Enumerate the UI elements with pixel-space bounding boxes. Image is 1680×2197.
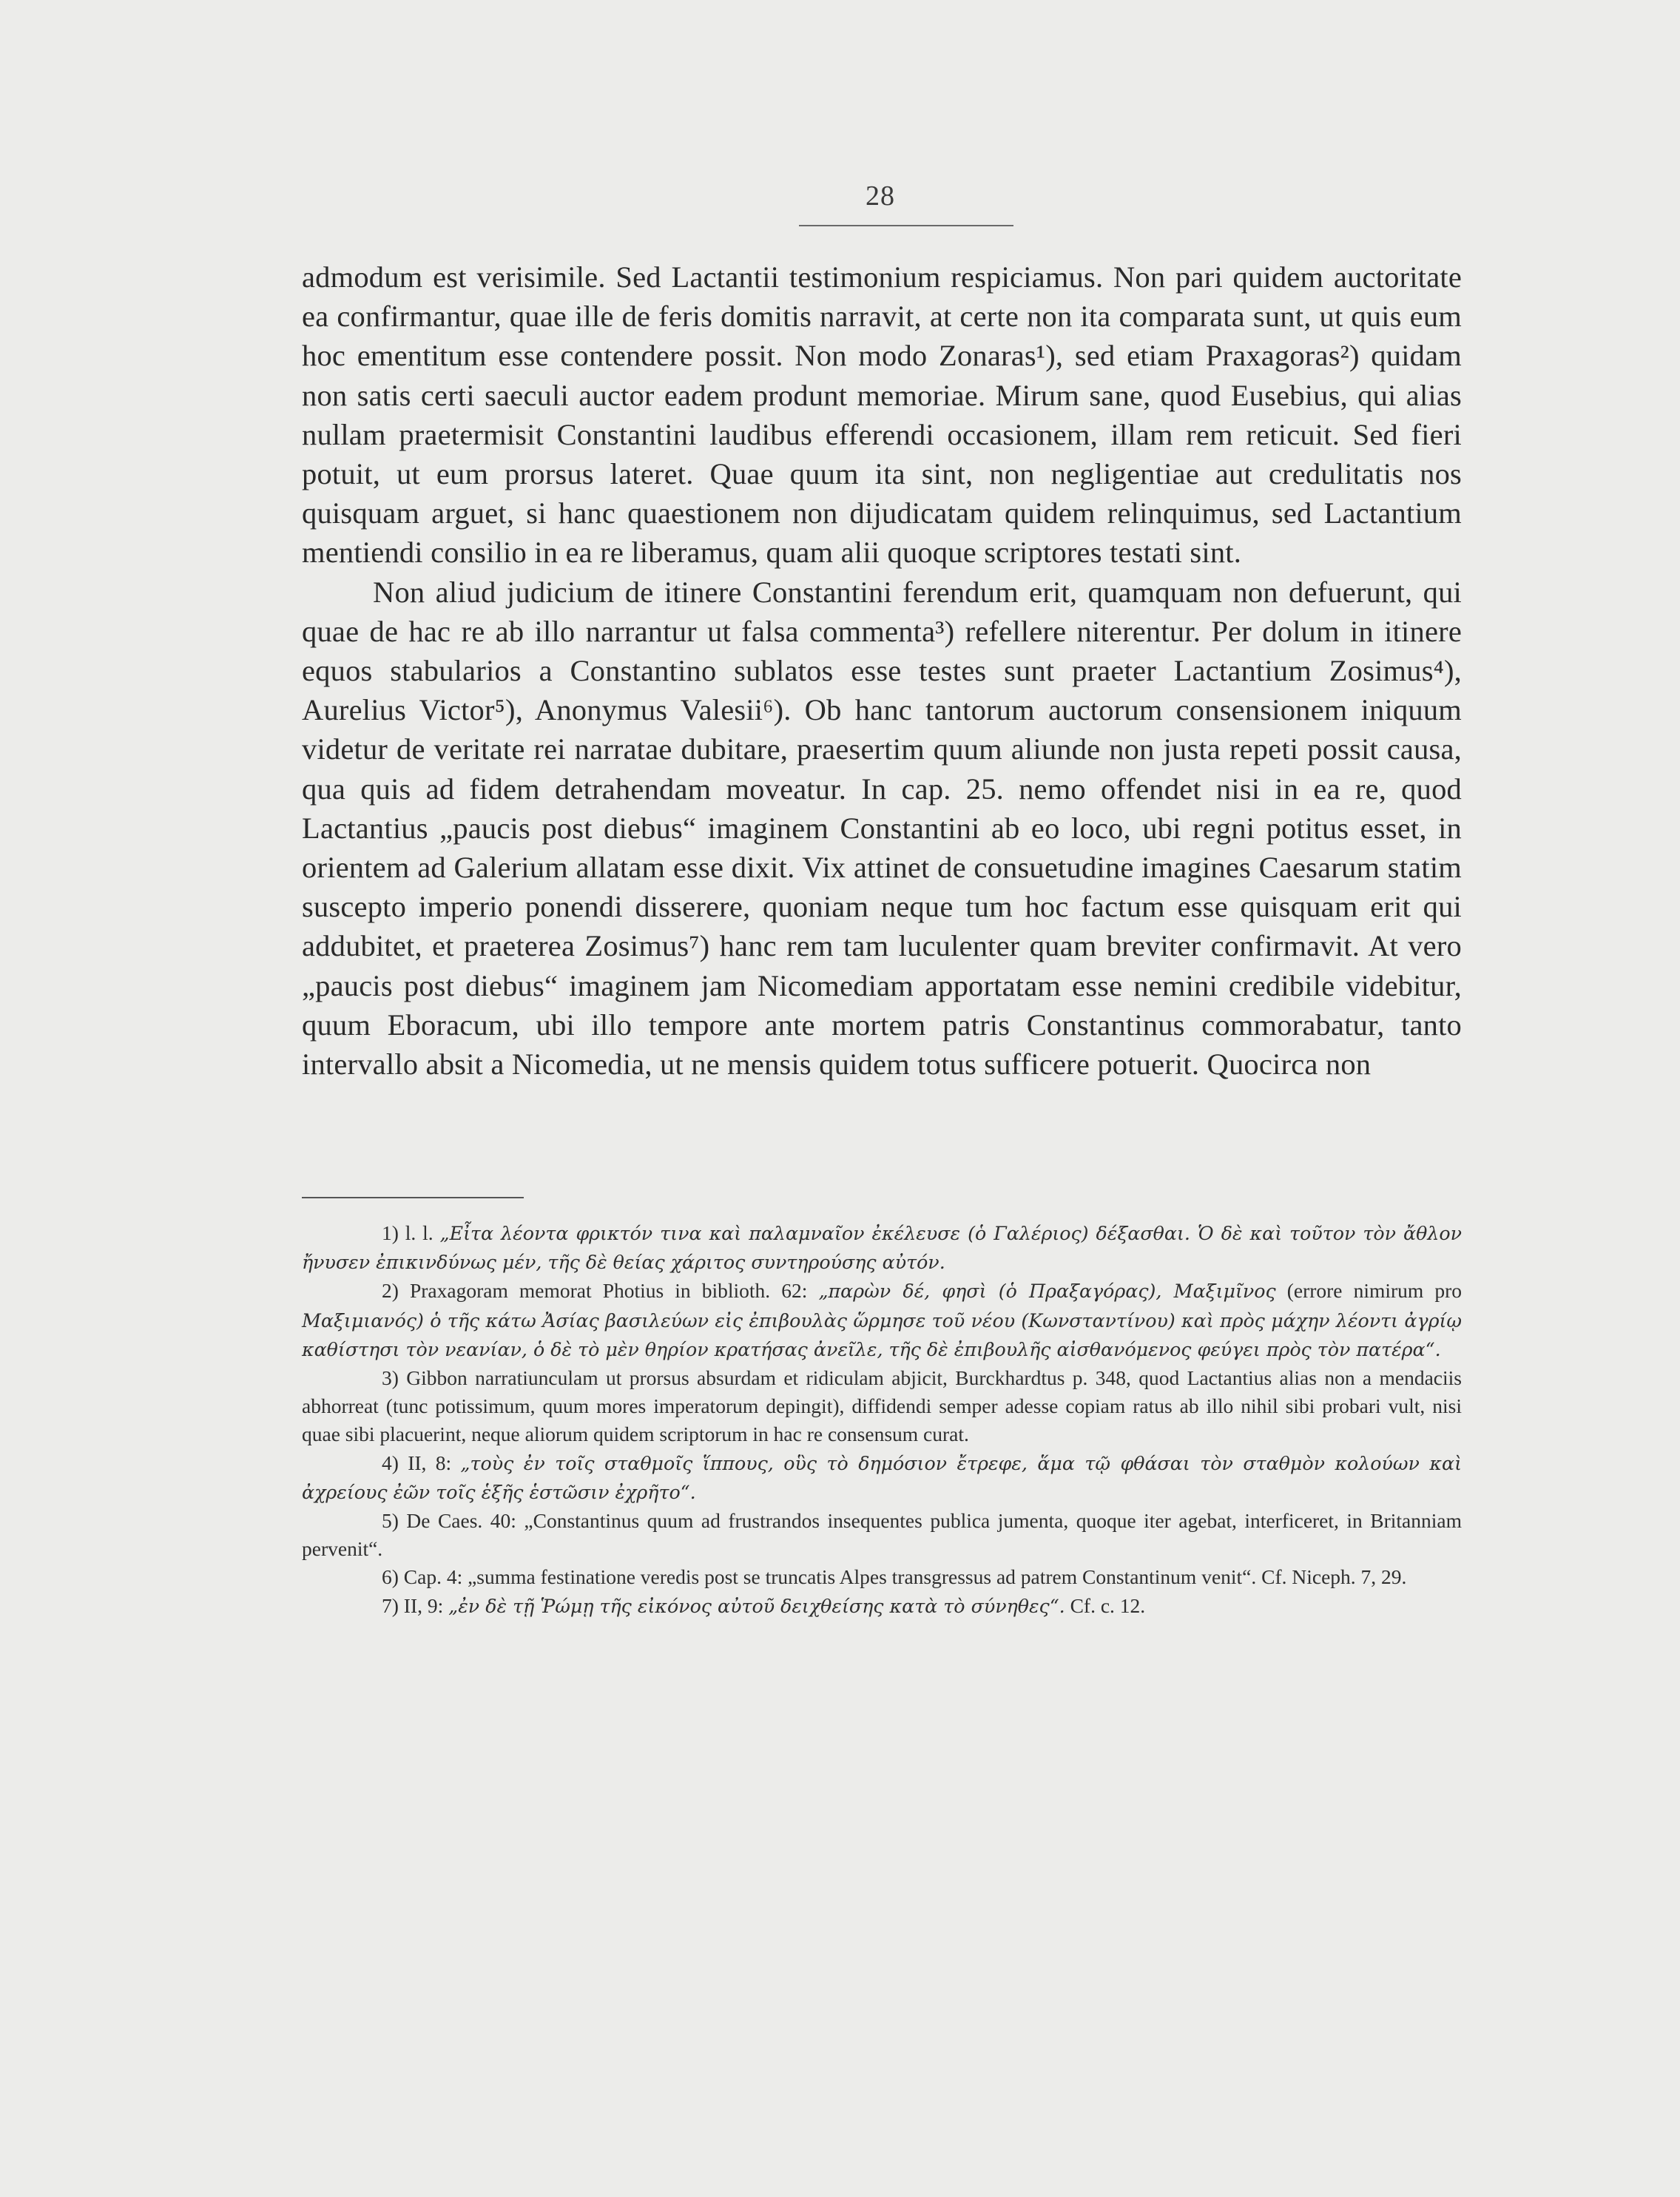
footnote-2: 2) Praxagoram memorat Photius in biblioth. 62: „παρὼν δέ, φησὶ (ὁ Πραξαγόρας), Μαξιμῖνος (errore nimirum pro Μαξιμιανός) ὁ τῆς κάτω Ἀσίας βασιλεύων εἰς ἐπιβουλὰς ὥρμησε τοῦ νέου (Κωνσταντίνου) καὶ πρὸς μάχην λέοντι ἀγρίῳ καθίστησι τὸν νεανίαν, ὁ δὲ τὸ μὲν θηρίον κρατήσας ἀνεῖλε, τῆς δὲ ἐπιβουλῆς αἰσθανόμενος φεύγει πρὸς τὸν πατέρα“. [302,1279,1463,1360]
footnote-6: 6) Cap. 4: „summa festinatione veredis post se truncatis Alpes transgressus ad patrem Constantinum venit“. Cf. Niceph. 7, 29. [382,1565,1407,1589]
footnote-7: 7) II, 9: „ἐν δὲ τῇ Ῥώμῃ τῆς εἰκόνος αὐτοῦ δειχθείσης κατὰ τὸ σύνηθες“. Cf. c. 12. [382,1593,1146,1617]
footnote-rule [302,1197,524,1198]
header-rule [799,225,1013,226]
footnotes [302,1219,1462,1621]
main-text [302,257,1462,1084]
footnote-4: 4) II, 8: „τοὺς ἐν τοῖς σταθμοῖς ἵππους, οὓς τὸ δημόσιον ἔτρεφε, ἅμα τῷ φθάσαι τὸν σταθμὸν κολούων καὶ ἀχρείους ἐῶν τοῖς ἑξῆς ἑστῶσιν ἐχρῆτο“. [302,1451,1462,1503]
footnote-5: 5) De Caes. 40: „Constantinus quum ad frustrandos insequentes publica jumenta, quoque iter agebat, interficeret, in Britanniam pervenit“. [302,1509,1462,1561]
paragraph-2: Non aliud judicium de itinere Constantini ferendum erit, quamquam non defuerunt, qui quae de hac re ab illo narrantur ut falsa commenta³) refellere niterentur. Per dolum in itinere equos stabularios a Constantino sublatos esse testes sunt praeter Lactantium Zosimus⁴), Aurelius Victor⁵), Anonymus Valesii⁶). Ob hanc tantorum auctorum consensionem iniquum videtur de veritate rei narratae dubitare, praesertim quum aliunde non justa repeti possit causa, qua quis ad fidem detrahendam moveatur. In cap. 25. nemo offendet nisi in ea re, quod Lactantius „paucis post diebus“ imaginem Constantini ab eo loco, ubi regni potitus esset, in orientem ad Galerium allatam esse dixit. Vix attinet de consuetudine imagines Caesarum statim suscepto imperio ponendi disserere, quoniam neque tum hoc factum esse quisquam erit qui addubitet, et praeterea Zosimus⁷) hanc rem tam luculenter quam breviter confirmavit. At vero „paucis post diebus“ imaginem jam Nicomediam apportatam esse nemini credibile videbitur, quum Eboracum, ubi illo tempore ante mortem patris Constantinus commorabatur, tanto intervallo absit a Nicomedia, ut ne mensis quidem totus sufficere potuerit. Quocirca non [302,575,1462,1081]
page-number: 28 [866,180,895,212]
footnote-1: 1) l. l. „Εἶτα λέοντα φρικτόν τινα καὶ παλαμναῖον ἐκέλευσε (ὁ Γαλέριος) δέξασθαι. Ὁ δὲ καὶ τοῦτον τὸν ἄθλον ἤνυσεν ἐπικινδύνως μέν, τῆς δὲ θείας χάριτος συντηρούσης αὐτόν. [302,1221,1462,1274]
paragraph-1: admodum est verisimile. Sed Lactantii testimonium respiciamus. Non pari quidem auctoritate ea confirmantur, quae ille de feris domitis narravit, at certe non ita comparata sunt, ut quis eum hoc ementitum esse contendere possit. Non modo Zonaras¹), sed etiam Praxagoras²) quidam non satis certi saeculi auctor eadem produnt memoriae. Mirum sane, quod Eusebius, qui alias nullam praetermisit Constantini laudibus efferendi occasionem, illam rem reticuit. Sed fieri potuit, ut eum prorsus lateret. Quae quum ita sint, non negligentiae aut credulitatis nos quisquam arguet, si hanc quaestionem non dijudicatam quidem relinquimus, sed Lactantium mentiendi consilio in ea re liberamus, quam alii quoque scriptores testati sint. [302,260,1462,570]
footnote-3: 3) Gibbon narratiunculam ut prorsus absurdam et ridiculam abjicit, Burckhardtus p. 348, quod Lactantius alias non a mendaciis abhorreat (tunc potissimum, quum mores imperatorum depingit), diffidendi semper adesse copiam ratus ab illo nihil sibi probari vult, nisi quae sibi placuerint, neque aliorum quidem scriptorum in hac re consensum curat. [302,1366,1462,1446]
